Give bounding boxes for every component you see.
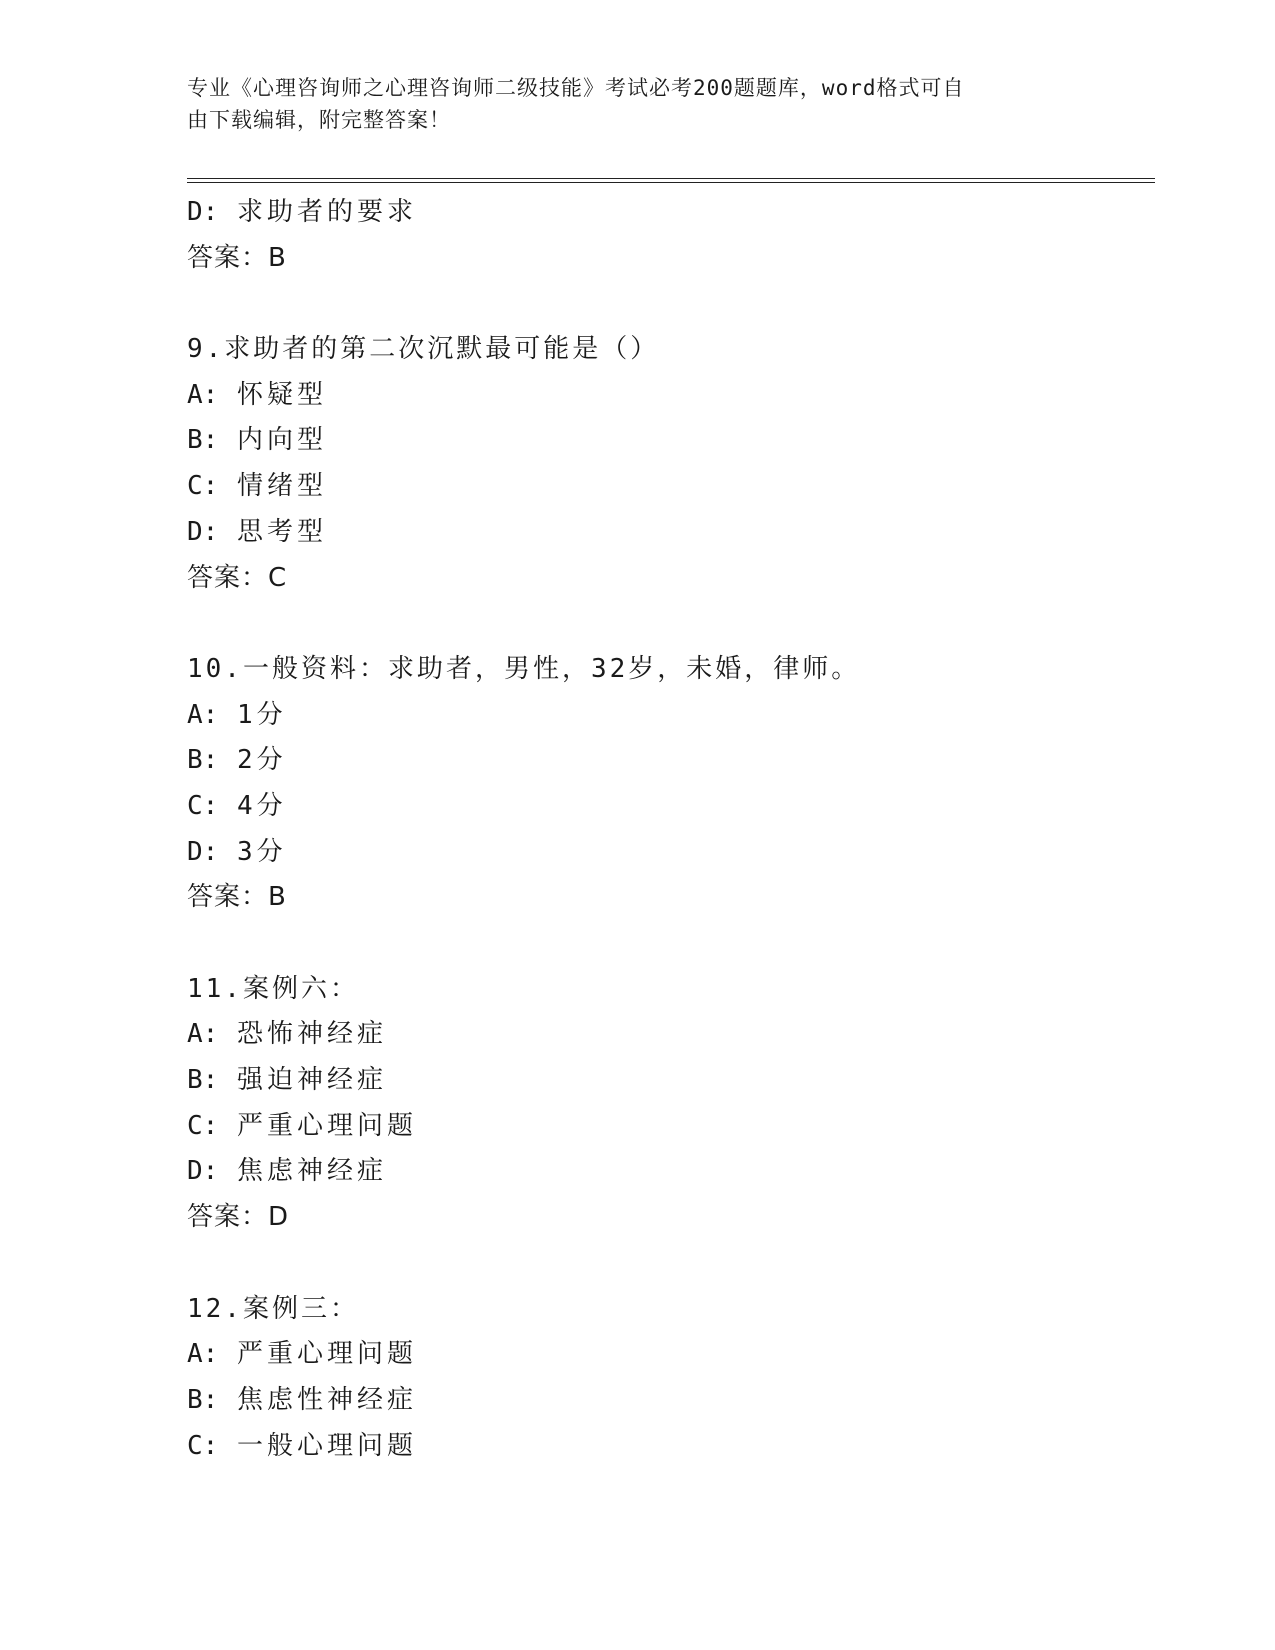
spacer xyxy=(187,281,1155,327)
spacer xyxy=(187,601,1155,647)
option-label: C: xyxy=(187,1430,219,1461)
spacer xyxy=(187,1241,1155,1287)
option-row xyxy=(187,418,1155,464)
option-label: A: xyxy=(187,699,219,730)
option-text: 焦虑神经症 xyxy=(236,1156,387,1187)
option-row xyxy=(187,464,1155,510)
question-stem: 9.求助者的第二次沉默最可能是（） xyxy=(187,334,660,365)
option-row xyxy=(187,1424,1155,1470)
option-label: C: xyxy=(187,790,219,821)
option-text: 2分 xyxy=(236,745,287,776)
option-text: 强迫神经症 xyxy=(236,1065,387,1096)
answer-line: 答案：B xyxy=(187,882,287,913)
option-row xyxy=(187,1378,1155,1424)
option-row xyxy=(187,1058,1155,1104)
option-row xyxy=(187,784,1155,830)
option-text: 求助者的要求 xyxy=(236,197,417,227)
answer-line: 答案：C xyxy=(187,562,288,593)
option-label: D: xyxy=(187,516,219,547)
question-stem: 10.一般资料：求助者，男性，32岁，未婚，律师。 xyxy=(187,653,861,684)
header-divider xyxy=(187,178,1155,183)
option-row xyxy=(187,693,1155,739)
option-row xyxy=(187,510,1155,556)
option-label: D: xyxy=(187,197,219,227)
option-label: A: xyxy=(187,1339,219,1370)
option-row xyxy=(187,830,1155,876)
option-label: A: xyxy=(187,1019,219,1050)
option-row xyxy=(187,1332,1155,1378)
option-label: D: xyxy=(187,1156,219,1187)
option-text: 焦虑性神经症 xyxy=(236,1384,417,1415)
option-label: B: xyxy=(187,745,219,776)
option-text: 恐怖神经症 xyxy=(236,1019,387,1050)
option-label: B: xyxy=(187,1384,219,1415)
option-label: C: xyxy=(187,471,219,502)
option-text: 怀疑型 xyxy=(236,379,327,410)
option-row xyxy=(187,190,1155,236)
option-row xyxy=(187,738,1155,784)
question-list xyxy=(187,190,1155,1469)
option-text: 一般心理问题 xyxy=(236,1430,417,1461)
answer-line: 答案：D xyxy=(187,1202,290,1233)
question-stem: 12.案例三： xyxy=(187,1293,359,1324)
option-label: B: xyxy=(187,425,219,456)
option-text: 思考型 xyxy=(236,516,327,547)
option-row xyxy=(187,1012,1155,1058)
option-text: 1分 xyxy=(236,699,287,730)
option-label: B: xyxy=(187,1065,219,1096)
spacer xyxy=(187,921,1155,967)
option-label: C: xyxy=(187,1110,219,1141)
option-text: 4分 xyxy=(236,790,287,821)
option-row xyxy=(187,1104,1155,1150)
option-label: A: xyxy=(187,379,219,410)
option-text: 内向型 xyxy=(236,425,327,456)
option-text: 情绪型 xyxy=(236,471,327,502)
header-line-2: 由下载编辑，附完整答案！ xyxy=(187,108,451,132)
document-header xyxy=(187,72,1067,136)
option-text: 严重心理问题 xyxy=(236,1110,417,1141)
option-text: 严重心理问题 xyxy=(236,1339,417,1370)
option-row xyxy=(187,373,1155,419)
option-row xyxy=(187,1149,1155,1195)
option-label: D: xyxy=(187,836,219,867)
header-line-1: 专业《心理咨询师之心理咨询师二级技能》考试必考200题题库，word格式可自 xyxy=(187,76,965,100)
option-text: 3分 xyxy=(236,836,287,867)
answer-line: 答案：B xyxy=(187,242,287,273)
question-stem: 11.案例六： xyxy=(187,973,359,1004)
